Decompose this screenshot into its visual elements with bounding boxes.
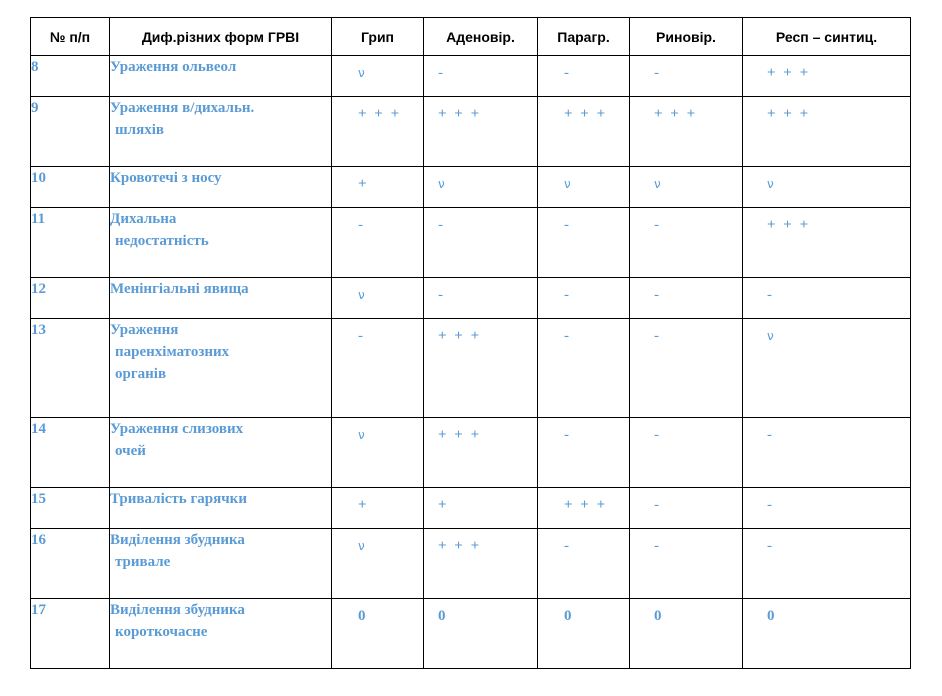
mark-cell	[424, 278, 538, 319]
mark-value: + + +	[358, 106, 402, 122]
mark-value: -	[564, 328, 571, 344]
mark-cell	[743, 167, 911, 208]
mark-value: -	[767, 287, 774, 303]
header-rinovir: Риновір.	[630, 18, 743, 56]
mark-cell	[332, 97, 424, 167]
mark-cell	[332, 488, 424, 529]
mark-cell	[630, 167, 743, 208]
mark-cell	[538, 167, 630, 208]
row-label-line: Менінгіальні явища	[110, 281, 249, 297]
mark-cell	[630, 488, 743, 529]
header-paragr: Парагр.	[538, 18, 630, 56]
row-label-line: Ураження ольвеол	[110, 59, 237, 75]
row-label	[110, 208, 332, 278]
table-row	[31, 208, 911, 278]
check-mark-icon: ν	[767, 329, 776, 343]
row-number: 16	[31, 529, 110, 599]
row-label-line: недостатність	[115, 233, 209, 249]
row-label	[110, 599, 332, 669]
mark-value: -	[564, 427, 571, 443]
mark-value: -	[438, 217, 445, 233]
row-label-line: шляхів	[115, 122, 164, 138]
mark-value: -	[564, 217, 571, 233]
row-label-line: очей	[115, 443, 146, 459]
mark-cell	[538, 488, 630, 529]
row-label-line: Кровотечі з носу	[110, 170, 222, 186]
check-mark-icon: ν	[767, 177, 776, 191]
header-form: Диф.різних форм ГРВІ	[110, 18, 332, 56]
mark-cell	[630, 599, 743, 669]
row-label	[110, 319, 332, 418]
mark-value: + + +	[438, 427, 482, 443]
mark-cell	[743, 529, 911, 599]
mark-value: 0	[358, 608, 368, 624]
mark-value: + + +	[564, 497, 608, 513]
mark-cell	[332, 167, 424, 208]
mark-value: 0	[564, 608, 574, 624]
row-number: 8	[31, 56, 110, 97]
mark-cell	[424, 488, 538, 529]
mark-cell	[743, 319, 911, 418]
mark-value: + + +	[767, 217, 811, 233]
mark-value: -	[358, 217, 365, 233]
mark-value: -	[767, 427, 774, 443]
mark-cell	[630, 56, 743, 97]
mark-cell	[630, 97, 743, 167]
row-label	[110, 488, 332, 529]
mark-value: + + +	[438, 328, 482, 344]
row-label-line: тривале	[115, 554, 171, 570]
mark-cell	[630, 278, 743, 319]
table-row	[31, 56, 911, 97]
mark-value: + + +	[767, 106, 811, 122]
row-label-line: короткочасне	[115, 624, 208, 640]
row-number: 9	[31, 97, 110, 167]
check-mark-icon: ν	[358, 539, 367, 553]
mark-cell	[538, 529, 630, 599]
mark-value: -	[654, 328, 661, 344]
mark-cell	[332, 599, 424, 669]
mark-value: + + +	[564, 106, 608, 122]
row-label-line: паренхіматозних	[115, 344, 230, 360]
mark-cell	[630, 529, 743, 599]
row-label-line: Ураження	[110, 322, 179, 338]
mark-value: -	[564, 538, 571, 554]
check-mark-icon: ν	[654, 177, 663, 191]
row-number: 14	[31, 418, 110, 488]
mark-value: -	[767, 497, 774, 513]
mark-value: -	[654, 287, 661, 303]
row-label-line: Виділення збудника	[110, 532, 245, 548]
check-mark-icon: ν	[358, 288, 367, 302]
mark-cell	[332, 319, 424, 418]
mark-cell	[424, 56, 538, 97]
mark-cell	[538, 208, 630, 278]
mark-cell	[538, 97, 630, 167]
check-mark-icon: ν	[358, 66, 367, 80]
mark-value: + + +	[438, 106, 482, 122]
mark-cell	[332, 56, 424, 97]
header-num: № п/п	[31, 18, 110, 56]
mark-value: + + +	[438, 538, 482, 554]
row-number: 13	[31, 319, 110, 418]
mark-cell	[424, 97, 538, 167]
mark-value: 0	[767, 608, 777, 624]
mark-cell	[630, 208, 743, 278]
mark-value: -	[654, 538, 661, 554]
header-resp-syntyc: Респ – синтиц.	[743, 18, 911, 56]
mark-cell	[538, 278, 630, 319]
table-row	[31, 599, 911, 669]
mark-value: -	[767, 538, 774, 554]
row-label	[110, 97, 332, 167]
mark-cell	[424, 418, 538, 488]
row-label-line: Дихальна	[110, 211, 177, 227]
row-label-line: Ураження слизових	[110, 421, 244, 437]
check-mark-icon: ν	[358, 428, 367, 442]
mark-cell	[743, 56, 911, 97]
mark-cell	[538, 418, 630, 488]
mark-value: + + +	[767, 65, 811, 81]
mark-value: +	[358, 497, 369, 513]
mark-cell	[424, 167, 538, 208]
mark-value: -	[438, 287, 445, 303]
mark-value: -	[654, 427, 661, 443]
row-number: 12	[31, 278, 110, 319]
row-label	[110, 278, 332, 319]
mark-value: +	[438, 497, 449, 513]
header-row	[31, 18, 911, 56]
mark-value: 0	[654, 608, 664, 624]
mark-cell	[743, 97, 911, 167]
mark-cell	[538, 56, 630, 97]
row-number: 10	[31, 167, 110, 208]
row-label-line: органів	[115, 366, 167, 382]
mark-cell	[743, 599, 911, 669]
table-row	[31, 278, 911, 319]
mark-value: -	[564, 287, 571, 303]
table-row	[31, 97, 911, 167]
row-label-line: Ураження в/дихальн.	[110, 100, 255, 116]
table-row	[31, 488, 911, 529]
mark-value: -	[654, 217, 661, 233]
row-label-line: Виділення збудника	[110, 602, 245, 618]
mark-cell	[630, 319, 743, 418]
mark-value: -	[564, 65, 571, 81]
check-mark-icon: ν	[438, 177, 447, 191]
mark-value: -	[358, 328, 365, 344]
row-label	[110, 56, 332, 97]
mark-cell	[630, 418, 743, 488]
mark-cell	[538, 599, 630, 669]
mark-value: + + +	[654, 106, 698, 122]
mark-cell	[743, 488, 911, 529]
table-row	[31, 167, 911, 208]
mark-value: +	[358, 176, 369, 192]
mark-cell	[743, 418, 911, 488]
mark-cell	[424, 529, 538, 599]
mark-value: -	[654, 65, 661, 81]
row-number: 15	[31, 488, 110, 529]
row-label	[110, 529, 332, 599]
row-label	[110, 167, 332, 208]
table-row	[31, 529, 911, 599]
differential-table	[30, 17, 911, 669]
mark-cell	[424, 599, 538, 669]
mark-cell	[424, 208, 538, 278]
mark-cell	[538, 319, 630, 418]
mark-cell	[743, 278, 911, 319]
mark-cell	[332, 278, 424, 319]
row-number: 11	[31, 208, 110, 278]
header-adenovir: Аденовір.	[424, 18, 538, 56]
table-row	[31, 319, 911, 418]
header-grip: Грип	[332, 18, 424, 56]
table-row	[31, 418, 911, 488]
mark-cell	[424, 319, 538, 418]
mark-value: -	[654, 497, 661, 513]
mark-cell	[332, 208, 424, 278]
row-label-line: Тривалість гарячки	[110, 491, 247, 507]
mark-cell	[743, 208, 911, 278]
mark-value: 0	[438, 608, 448, 624]
row-label	[110, 418, 332, 488]
check-mark-icon: ν	[564, 177, 573, 191]
mark-cell	[332, 529, 424, 599]
row-number: 17	[31, 599, 110, 669]
mark-value: -	[438, 65, 445, 81]
mark-cell	[332, 418, 424, 488]
